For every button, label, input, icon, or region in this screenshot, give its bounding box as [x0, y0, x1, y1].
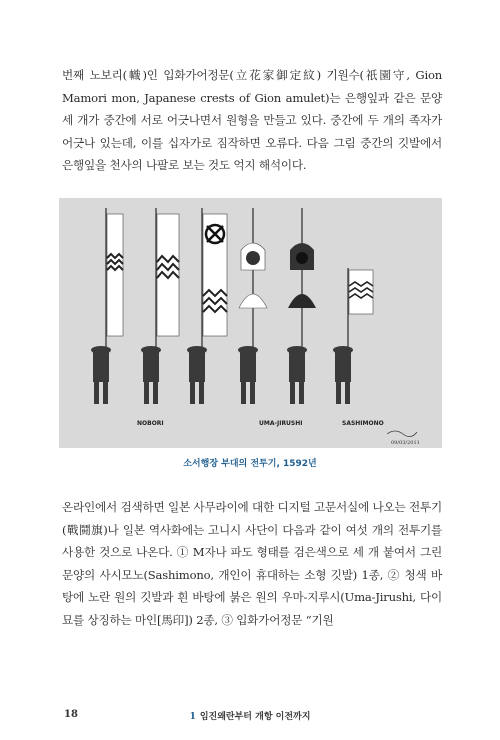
artist-signature: [387, 431, 417, 437]
battle-flags-illustration: [59, 198, 442, 448]
running-footer: [0, 709, 500, 722]
body-paragraph-1: 번째 노보리(幟)인 입화가어정문(立花家御定紋) 기원수(祇園守, Gion Mamori mon, Japanese crests of Gion amulet)는 은행잎과 같은 문양 세 개가 중간에 서로 어긋나면서 원형을 만들고 있다. 중간에 두 개의 족자가 어긋나 있는데, 이를 십자가로 짐작하면 오류다. 다음 그림 중간의 깃발에서 은행잎을 천사의 나팔로 보는 것도 억지 해석이다.: [62, 68, 442, 172]
figure-battle-flags: [59, 198, 442, 448]
figure-caption: 소서행장 부대의 전투기, 1592년: [183, 459, 317, 469]
page-number: 18: [64, 709, 78, 720]
signature-date: 09/03/2011: [391, 440, 420, 446]
chapter-number: 1: [189, 712, 196, 722]
chapter-title: 임진왜란부터 개항 이전까지: [199, 712, 311, 722]
label-sashimono: SASHIMONO: [342, 420, 384, 427]
body-paragraph-2: 온라인에서 검색하면 일본 사무라이에 대한 디지털 고문서실에 나오는 전투기(戰鬪旗)나 일본 역사화에는 고니시 사단이 다음과 같이 여섯 개의 전투기를 사용한 것으로 나온다. ① M자나 파도 형태를 검은색으로 세 개 붙여서 그린 문양의 사시모노(Sashimono, 개인이 휴대하는 소형 깃발) 1종, ② 청색 바탕에 노란 원의 깃발과 흰 바탕에 붉은 원의 우마-지루시(Uma-Jirushi, 다이묘를 상징하는 마인[馬印]) 2종, ③ 입화가어정문 “기원: [62, 500, 442, 627]
label-uma-jirushi: UMA-JIRUSHI: [259, 420, 303, 427]
label-nobori: NOBORI: [137, 420, 164, 427]
